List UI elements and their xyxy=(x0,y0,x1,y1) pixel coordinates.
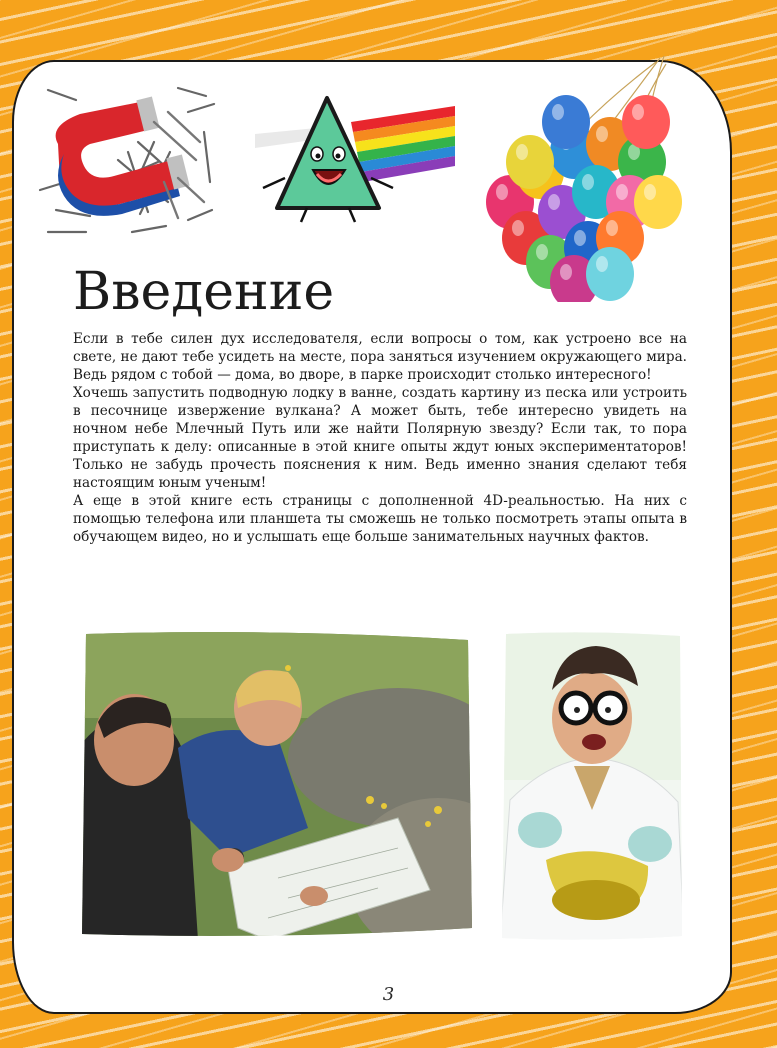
intro-paragraph: А еще в этой книге есть страницы с дополненной 4D-реальностью. На них с помощью телефона или планшета ты сможешь не только посмотреть этапы опыта в обучающем видео, но и услышать еще больше занимательных научных фактов. xyxy=(73,493,687,545)
balloon-highlight xyxy=(596,256,608,272)
intro-paragraph: Хочешь запустить подводную лодку в ванне, создать картину из песка или устроить в песочнице извержение вулкана? А может быть, тебе интересно увидеть на ночном небе Млечный Путь или же найти Полярную звезду? Если так, то пора приступать к делу: описанные в этой книге опыты ждут юных экспериментаторов! Только не забудь прочесть пояснения к ним. Ведь именно знания сделают тебя настоящим юным ученым! xyxy=(73,385,687,491)
balloon-highlight xyxy=(516,144,528,160)
balloon-highlight xyxy=(552,104,564,120)
prism-rainbow-icon xyxy=(255,92,460,227)
page-title: Введение xyxy=(73,262,335,322)
balloon-highlight xyxy=(574,230,586,246)
balloon-highlight xyxy=(632,104,644,120)
balloon-highlight xyxy=(496,184,508,200)
balloon-highlight xyxy=(596,126,608,142)
balloon-highlight xyxy=(548,194,560,210)
intro-text xyxy=(73,330,687,546)
balloon xyxy=(634,175,682,229)
balloon xyxy=(622,95,670,149)
balloon-highlight xyxy=(512,220,524,236)
page-number: 3 xyxy=(382,984,395,1005)
balloon-bunch xyxy=(486,95,682,302)
photo-boy-scientist xyxy=(500,630,684,942)
balloon-highlight xyxy=(644,184,656,200)
balloons-icon xyxy=(470,52,690,302)
balloon xyxy=(506,135,554,189)
photo-hikers-with-map xyxy=(78,628,474,940)
magnet-icon xyxy=(28,82,218,242)
intro-paragraph: Если в тебе силен дух исследователя, если вопросы о том, как устроено все на свете, не дают тебе усидеть на месте, пора заняться изучением окружающего мира. Ведь рядом с тобой — дома, во дворе, в парке происходит столько интересного! xyxy=(73,331,687,383)
balloon xyxy=(542,95,590,149)
balloon-highlight xyxy=(536,244,548,260)
balloon-highlight xyxy=(560,264,572,280)
balloon-highlight xyxy=(582,174,594,190)
balloon-highlight xyxy=(606,220,618,236)
balloon xyxy=(586,247,634,301)
balloon-highlight xyxy=(616,184,628,200)
